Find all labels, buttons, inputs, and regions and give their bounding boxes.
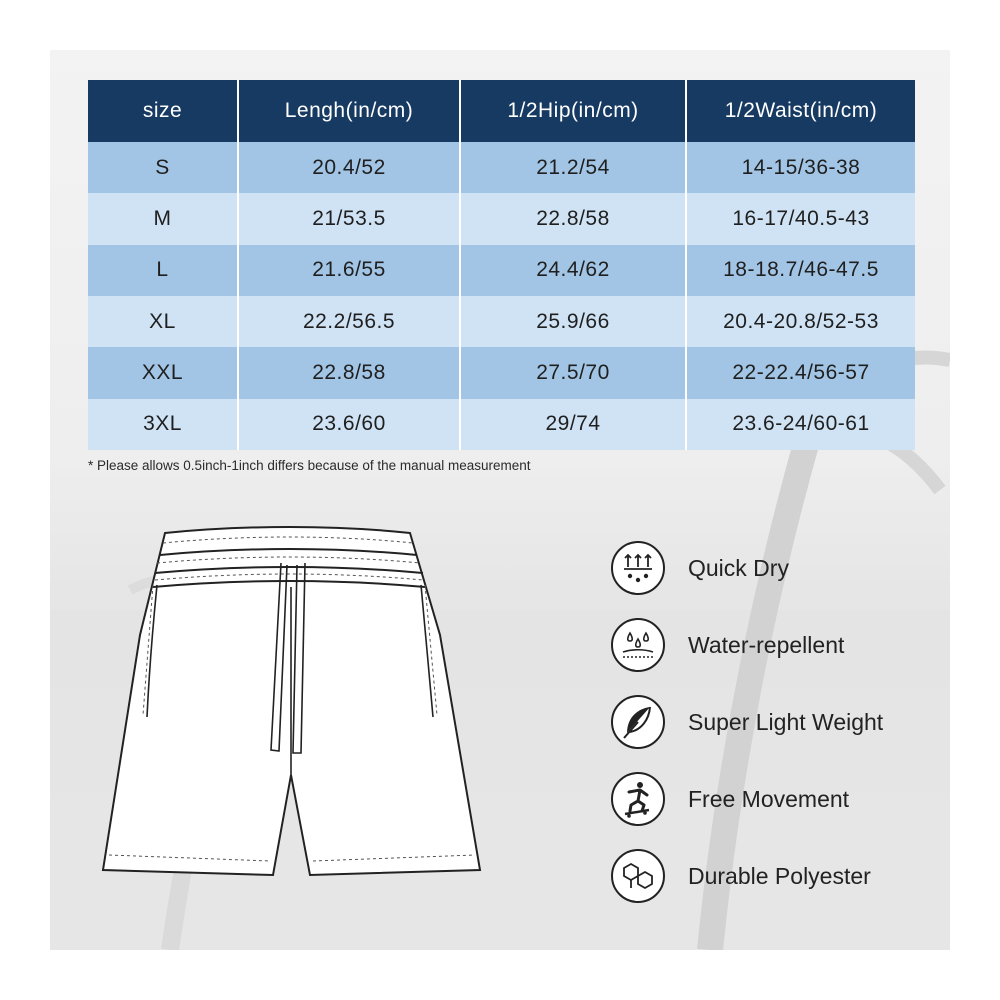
feature-item (610, 617, 940, 694)
shorts-illustration (95, 525, 485, 885)
cell-half-hip: 25.9/66 (460, 296, 686, 347)
table-row (88, 296, 915, 347)
table-header-row (88, 80, 915, 142)
feature-label: Water-repellent (688, 632, 845, 658)
cell-size: M (88, 193, 238, 244)
molecule-icon (610, 848, 666, 904)
feature-label: Durable Polyester (688, 863, 871, 889)
table-row (88, 399, 915, 450)
feature-list (610, 540, 940, 925)
size-chart-table (88, 80, 915, 450)
cell-length: 21.6/55 (238, 245, 460, 296)
table-row (88, 142, 915, 193)
cell-size: S (88, 142, 238, 193)
cell-size: L (88, 245, 238, 296)
size-chart-panel (50, 50, 950, 950)
cell-length: 22.2/56.5 (238, 296, 460, 347)
cell-half-hip: 24.4/62 (460, 245, 686, 296)
cell-length: 23.6/60 (238, 399, 460, 450)
measurement-note: * Please allows 0.5inch-1inch differs because of the manual measurement (88, 458, 531, 473)
header-half-hip: 1/2Hip(in/cm) (460, 80, 686, 142)
cell-half-waist: 23.6-24/60-61 (686, 399, 915, 450)
cell-half-waist: 18-18.7/46-47.5 (686, 245, 915, 296)
skateboarder-icon (610, 771, 666, 827)
header-size: size (88, 80, 238, 142)
cell-length: 22.8/58 (238, 347, 460, 398)
feature-item (610, 694, 940, 771)
table-row (88, 193, 915, 244)
water-repellent-icon (610, 617, 666, 673)
cell-half-waist: 22-22.4/56-57 (686, 347, 915, 398)
feature-item (610, 848, 940, 925)
cell-size: 3XL (88, 399, 238, 450)
quick-dry-icon (610, 540, 666, 596)
table-row (88, 245, 915, 296)
cell-half-hip: 29/74 (460, 399, 686, 450)
header-half-waist: 1/2Waist(in/cm) (686, 80, 915, 142)
cell-length: 20.4/52 (238, 142, 460, 193)
cell-size: XL (88, 296, 238, 347)
cell-half-hip: 27.5/70 (460, 347, 686, 398)
table-row (88, 347, 915, 398)
feature-label: Super Light Weight (688, 709, 884, 735)
cell-half-waist: 14-15/36-38 (686, 142, 915, 193)
feather-icon (610, 694, 666, 750)
feature-item (610, 771, 940, 848)
cell-half-hip: 21.2/54 (460, 142, 686, 193)
cell-half-waist: 20.4-20.8/52-53 (686, 296, 915, 347)
cell-half-hip: 22.8/58 (460, 193, 686, 244)
cell-size: XXL (88, 347, 238, 398)
feature-item (610, 540, 940, 617)
cell-half-waist: 16-17/40.5-43 (686, 193, 915, 244)
header-length: Lengh(in/cm) (238, 80, 460, 142)
feature-label: Free Movement (688, 786, 850, 812)
cell-length: 21/53.5 (238, 193, 460, 244)
feature-label: Quick Dry (688, 555, 789, 581)
